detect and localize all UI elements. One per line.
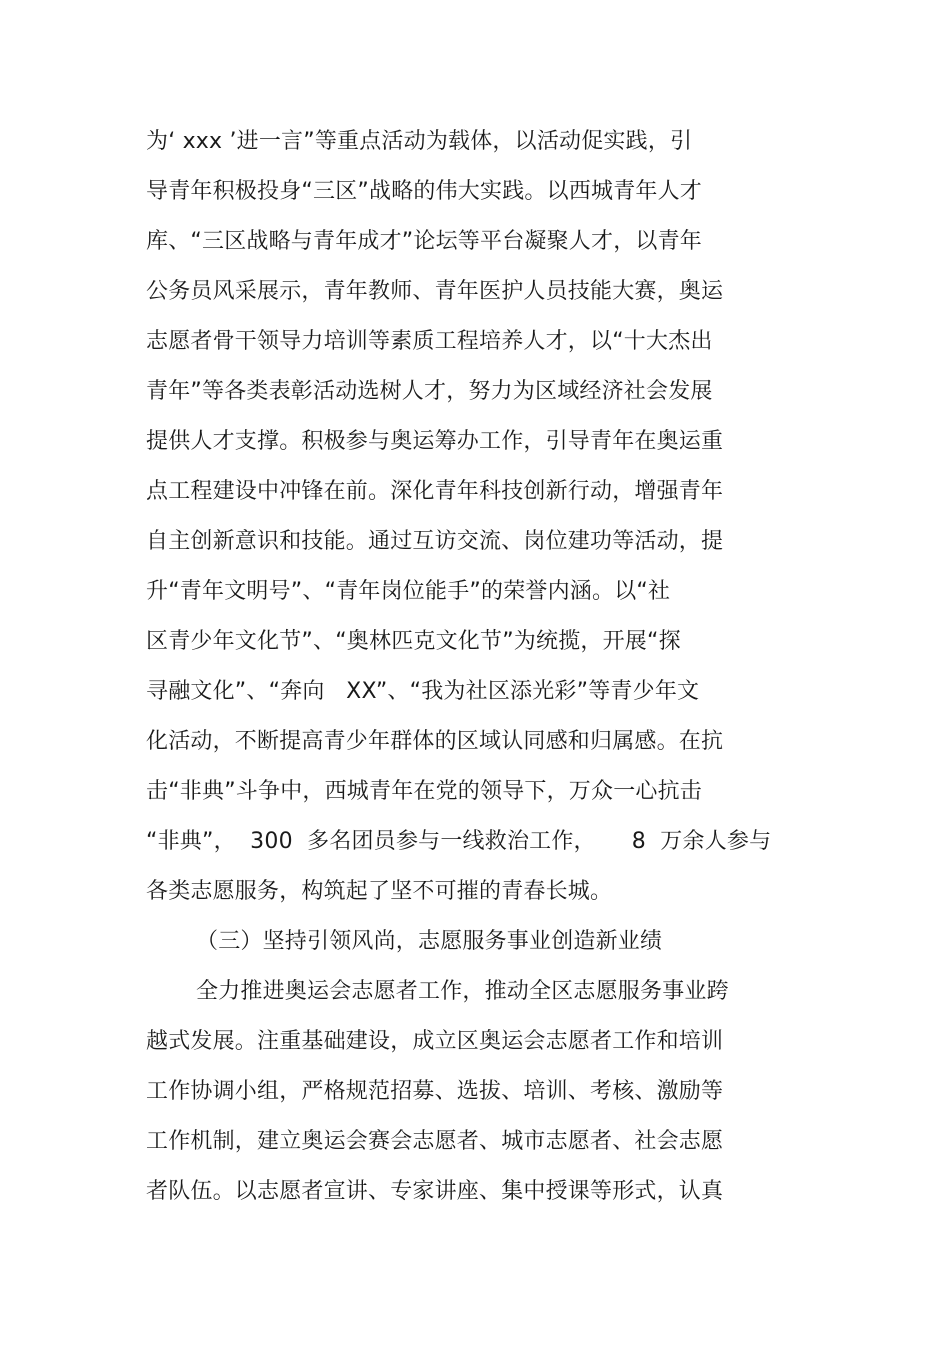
paragraph-line-4: 工作机制，建立奥运会赛会志愿者、城市志愿者、社会志愿: [146, 1129, 724, 1154]
body-line-16: 各类志愿服务，构筑起了坚不可摧的青春长城。: [146, 879, 613, 904]
body-line-15: “非典”， 300 多名团员参与一线救治工作， 8 万余人参与: [146, 829, 772, 854]
body-line-2: 导青年积极投身“三区”战略的伟大实践。以西城青年人才: [146, 179, 702, 204]
paragraph-line-2: 越式发展。注重基础建设，成立区奥运会志愿者工作和培训: [146, 1029, 724, 1054]
body-line-13: 化活动，不断提高青少年群体的区域认同感和归属感。在抗: [146, 729, 724, 754]
paragraph-line-1: 全力推进奥运会志愿者工作，推动全区志愿服务事业跨: [196, 979, 729, 1004]
body-line-3: 库、“三区战略与青年成才”论坛等平台凝聚人才，以青年: [146, 229, 702, 254]
body-line-8: 点工程建设中冲锋在前。深化青年科技创新行动，增强青年: [146, 479, 724, 504]
body-line-10: 升“青年文明号”、“青年岗位能手”的荣誉内涵。以“社: [146, 579, 671, 604]
body-line-4: 公务员风采展示，青年教师、青年医护人员技能大赛，奥运: [146, 279, 724, 304]
body-line-7: 提供人才支撑。积极参与奥运筹办工作，引导青年在奥运重: [146, 429, 724, 454]
paragraph-line-3: 工作协调小组，严格规范招募、选拔、培训、考核、激励等: [146, 1079, 724, 1104]
body-line-11: 区青少年文化节”、“奥林匹克文化节”为统揽，开展“探: [146, 629, 681, 654]
body-line-5: 志愿者骨干领导力培训等素质工程培养人才，以“十大杰出: [146, 329, 713, 354]
body-line-1: 为‘ xxx ’进一言”等重点活动为载体，以活动促实践，引: [146, 129, 693, 154]
body-line-6: 青年”等各类表彰活动选树人才，努力为区域经济社会发展: [146, 379, 713, 404]
body-line-9: 自主创新意识和技能。通过互访交流、岗位建功等活动，提: [146, 529, 724, 554]
paragraph-line-5: 者队伍。以志愿者宣讲、专家讲座、集中授课等形式，认真: [146, 1179, 724, 1204]
section-heading: （三）坚持引领风尚，志愿服务事业创造新业绩: [196, 929, 663, 954]
body-line-14: 击“非典”斗争中，西城青年在党的领导下，万众一心抗击: [146, 779, 702, 804]
body-line-12: 寻融文化”、“奔向 XX”、“我为社区添光彩”等青少年文: [146, 679, 700, 704]
